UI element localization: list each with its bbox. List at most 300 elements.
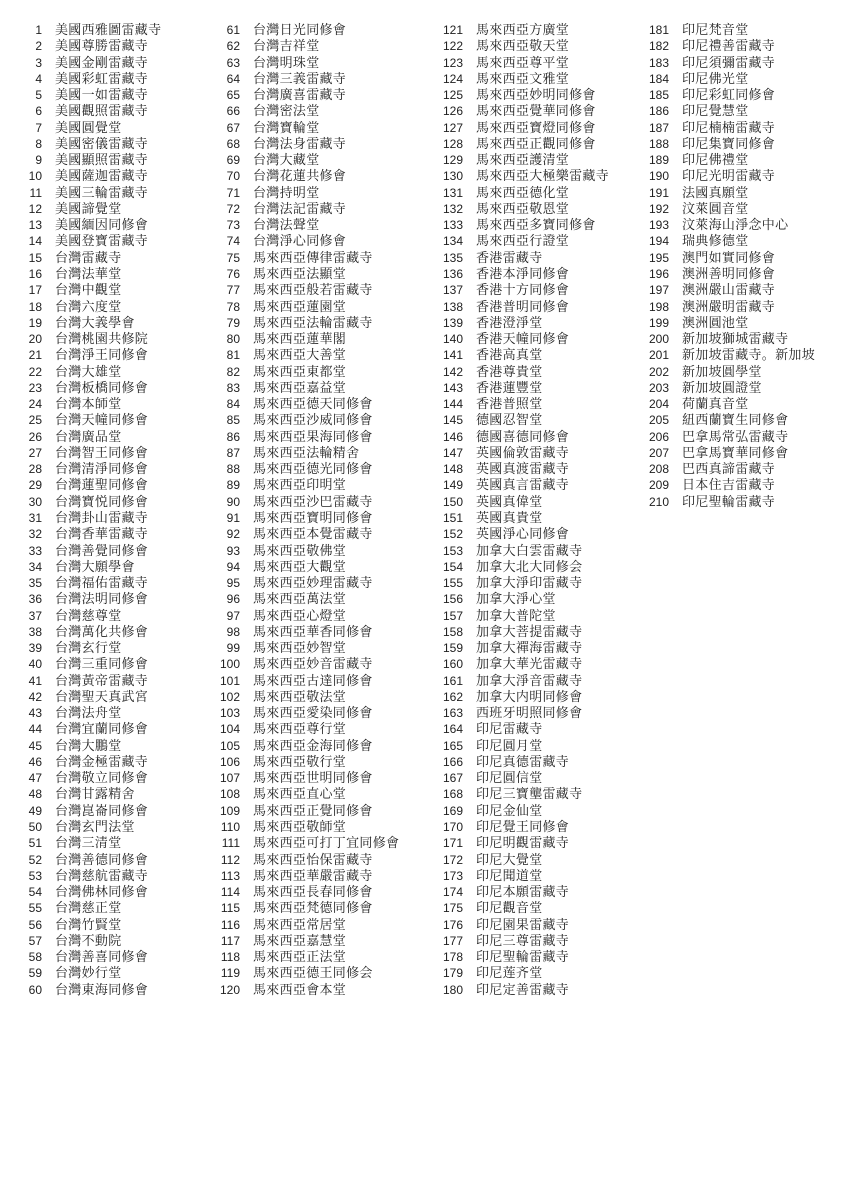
item-name: 巴西真諦雷藏寺 — [682, 461, 776, 477]
list-item — [16, 510, 161, 526]
item-name: 馬來西亞會本堂 — [253, 981, 347, 997]
list-item — [214, 803, 399, 819]
item-number: 150 — [442, 494, 463, 509]
item-name: 馬來西亞法輪精舍 — [253, 444, 360, 460]
list-item — [16, 852, 161, 868]
item-number: 85 — [226, 413, 240, 428]
item-name: 英國真貴堂 — [476, 509, 543, 525]
item-name: 台灣中觀堂 — [55, 282, 122, 298]
item-name: 香港十方同修會 — [476, 282, 570, 298]
list-item — [16, 38, 161, 54]
item-number: 182 — [648, 39, 669, 54]
item-number: 65 — [226, 88, 240, 103]
list-item — [16, 819, 161, 835]
list-item — [214, 819, 399, 835]
list-item — [437, 136, 609, 152]
list-item — [16, 461, 161, 477]
list-item — [214, 786, 399, 802]
item-number: 194 — [648, 234, 669, 249]
item-name: 台灣密法堂 — [253, 103, 320, 119]
list-item — [214, 38, 399, 54]
list-item — [437, 299, 609, 315]
item-number: 175 — [442, 901, 463, 916]
list-column-2 — [214, 22, 399, 998]
item-number: 186 — [648, 104, 669, 119]
item-number: 190 — [648, 169, 669, 184]
item-name: 香港雷藏寺 — [476, 249, 543, 265]
list-item — [437, 884, 609, 900]
item-number: 169 — [442, 803, 463, 818]
item-number: 133 — [442, 218, 463, 233]
item-number: 82 — [226, 364, 240, 379]
item-name: 台灣善德同修會 — [55, 851, 149, 867]
item-number: 206 — [648, 429, 669, 444]
item-number: 158 — [442, 624, 463, 639]
list-item — [214, 315, 399, 331]
list-item — [437, 266, 609, 282]
item-name: 印尼圓信堂 — [476, 770, 543, 786]
item-name: 馬來西亞敬行堂 — [253, 753, 347, 769]
list-item — [643, 412, 815, 428]
list-item — [16, 103, 161, 119]
list-item — [214, 510, 399, 526]
list-item — [16, 120, 161, 136]
item-number: 140 — [442, 332, 463, 347]
item-name: 馬來西亞敬師堂 — [253, 819, 347, 835]
list-item — [16, 884, 161, 900]
item-number: 46 — [28, 754, 42, 769]
item-number: 31 — [28, 510, 42, 525]
item-number: 69 — [226, 153, 240, 168]
item-name: 馬來西亞正法堂 — [253, 949, 347, 965]
item-name: 馬來西亞果海同修會 — [253, 428, 373, 444]
item-number: 162 — [442, 689, 463, 704]
list-item — [16, 835, 161, 851]
item-name: 台灣廣品堂 — [55, 428, 122, 444]
item-name: 馬來西亞尊平堂 — [476, 54, 570, 70]
item-number: 189 — [648, 153, 669, 168]
item-name: 美國密儀雷藏寺 — [55, 135, 149, 151]
item-name: 汶萊圓音堂 — [682, 200, 749, 216]
item-name: 台灣持明堂 — [253, 184, 320, 200]
item-name: 馬來西亞敬佛堂 — [253, 542, 347, 558]
item-number: 49 — [28, 803, 42, 818]
list-item — [16, 786, 161, 802]
item-name: 澳洲嚴山雷藏寺 — [682, 282, 776, 298]
item-number: 23 — [28, 380, 42, 395]
item-name: 印尼彩虹同修會 — [682, 87, 776, 103]
list-item — [214, 250, 399, 266]
item-number: 170 — [442, 820, 463, 835]
item-name: 印尼觀音堂 — [476, 900, 543, 916]
list-item — [437, 526, 609, 542]
list-item — [214, 624, 399, 640]
item-name: 日本住吉雷藏寺 — [682, 477, 776, 493]
item-name: 台灣法舟堂 — [55, 705, 122, 721]
item-number: 20 — [28, 332, 42, 347]
item-name: 紐西蘭寶生同修會 — [682, 412, 789, 428]
list-item — [16, 233, 161, 249]
list-item — [437, 835, 609, 851]
list-item — [437, 705, 609, 721]
item-name: 美國薩迦雷藏寺 — [55, 168, 149, 184]
item-number: 120 — [219, 982, 240, 997]
item-name: 馬來西亞蓮華閣 — [253, 331, 347, 347]
item-name: 台灣淨心同修會 — [253, 233, 347, 249]
item-name: 印尼集寶同修會 — [682, 135, 776, 151]
list-item — [16, 803, 161, 819]
item-number: 66 — [226, 104, 240, 119]
list-item — [643, 282, 815, 298]
list-item — [437, 152, 609, 168]
item-number: 127 — [442, 120, 463, 135]
item-name: 馬來西亞心燈堂 — [253, 607, 347, 623]
item-name: 美國觀照雷藏寺 — [55, 103, 149, 119]
item-name: 印尼楠楠雷藏寺 — [682, 119, 776, 135]
item-number: 26 — [28, 429, 42, 444]
item-number: 40 — [28, 657, 42, 672]
item-name: 馬來西亞敬天堂 — [476, 38, 570, 54]
item-name: 台灣日光同修會 — [253, 22, 347, 37]
item-name: 馬來西亞沙巴雷藏寺 — [253, 493, 373, 509]
item-number: 87 — [226, 445, 240, 460]
item-number: 163 — [442, 706, 463, 721]
list-item — [16, 982, 161, 998]
item-name: 巴拿馬寶華同修會 — [682, 444, 789, 460]
list-item — [16, 396, 161, 412]
item-number: 28 — [28, 462, 42, 477]
item-number: 67 — [226, 120, 240, 135]
item-number: 30 — [28, 494, 42, 509]
item-number: 113 — [220, 868, 240, 883]
item-number: 73 — [226, 218, 240, 233]
list-item — [214, 949, 399, 965]
item-number: 44 — [28, 722, 42, 737]
item-number: 60 — [28, 982, 42, 997]
item-number: 116 — [220, 917, 240, 932]
item-number: 145 — [442, 413, 463, 428]
item-name: 新加坡獅城雷藏寺 — [682, 331, 789, 347]
list-item — [16, 721, 161, 737]
item-name: 香港高真堂 — [476, 347, 543, 363]
item-name: 台灣玄門法堂 — [55, 819, 135, 835]
item-name: 印尼雷藏寺 — [476, 721, 543, 737]
item-name: 台灣崑崙同修會 — [55, 802, 149, 818]
item-number: 129 — [442, 153, 463, 168]
item-number: 27 — [28, 445, 42, 460]
list-item — [437, 120, 609, 136]
item-number: 25 — [28, 413, 42, 428]
item-name: 加拿大淨音雷藏寺 — [476, 672, 583, 688]
item-number: 18 — [28, 299, 42, 314]
item-number: 209 — [648, 478, 669, 493]
item-name: 馬來西亞長春同修會 — [253, 884, 373, 900]
item-name: 台灣竹賢堂 — [55, 916, 122, 932]
list-item — [643, 347, 815, 363]
item-name: 印尼三寶壟雷藏寺 — [476, 786, 583, 802]
item-name: 馬來西亞大觀堂 — [253, 558, 347, 574]
item-number: 132 — [442, 201, 463, 216]
item-name: 台灣金極雷藏寺 — [55, 753, 149, 769]
list-item — [437, 689, 609, 705]
item-number: 114 — [220, 885, 240, 900]
item-name: 台灣慈正堂 — [55, 900, 122, 916]
list-item — [437, 396, 609, 412]
item-name: 馬來西亞古達同修會 — [253, 672, 373, 688]
item-number: 131 — [442, 185, 463, 200]
list-item — [16, 185, 161, 201]
list-item — [16, 445, 161, 461]
list-item — [214, 477, 399, 493]
list-item — [214, 656, 399, 672]
list-item — [214, 22, 399, 38]
item-number: 147 — [442, 445, 463, 460]
list-item — [437, 217, 609, 233]
list-item — [16, 266, 161, 282]
list-item — [643, 315, 815, 331]
list-item — [16, 217, 161, 233]
item-number: 98 — [226, 624, 240, 639]
item-name: 台灣桃園共修院 — [55, 331, 149, 347]
list-item — [643, 217, 815, 233]
list-item — [16, 559, 161, 575]
list-item — [16, 152, 161, 168]
item-number: 165 — [442, 738, 463, 753]
list-item — [16, 494, 161, 510]
list-item — [437, 786, 609, 802]
item-number: 152 — [442, 527, 463, 542]
list-item — [16, 299, 161, 315]
item-number: 35 — [28, 576, 42, 591]
list-item — [214, 120, 399, 136]
item-number: 76 — [226, 266, 240, 281]
item-number: 134 — [442, 234, 463, 249]
item-name: 台灣大藏堂 — [253, 152, 320, 168]
item-name: 馬來西亞東都堂 — [253, 363, 347, 379]
item-name: 台灣智王同修會 — [55, 444, 149, 460]
item-name: 荷蘭真音堂 — [682, 396, 749, 412]
list-item — [16, 608, 161, 624]
list-item — [437, 982, 609, 998]
item-number: 11 — [29, 185, 42, 200]
item-number: 126 — [442, 104, 463, 119]
item-number: 41 — [28, 673, 42, 688]
item-number: 106 — [219, 754, 240, 769]
list-item — [437, 949, 609, 965]
item-number: 123 — [442, 55, 463, 70]
item-name: 台灣天幢同修會 — [55, 412, 149, 428]
item-name: 印尼覺慧堂 — [682, 103, 749, 119]
item-name: 香港尊貴堂 — [476, 363, 543, 379]
list-item — [214, 770, 399, 786]
list-item — [214, 136, 399, 152]
item-number: 45 — [28, 738, 42, 753]
item-name: 台灣法明同修會 — [55, 591, 149, 607]
list-item — [437, 868, 609, 884]
item-number: 201 — [648, 348, 669, 363]
item-number: 193 — [648, 218, 669, 233]
list-item — [643, 396, 815, 412]
item-name: 台灣香華雷藏寺 — [55, 526, 149, 542]
list-item — [214, 982, 399, 998]
list-item — [437, 185, 609, 201]
item-name: 澳門如實同修會 — [682, 249, 776, 265]
item-name: 印尼真德雷藏寺 — [476, 753, 570, 769]
list-item — [16, 917, 161, 933]
item-name: 台灣聖天真武宮 — [55, 688, 149, 704]
item-name: 馬來西亞般若雷藏寺 — [253, 282, 373, 298]
list-item — [214, 412, 399, 428]
item-name: 台灣本師堂 — [55, 396, 122, 412]
list-item — [437, 103, 609, 119]
item-number: 188 — [648, 136, 669, 151]
list-item — [437, 900, 609, 916]
item-number: 153 — [442, 543, 463, 558]
list-item — [643, 331, 815, 347]
item-number: 101 — [219, 673, 240, 688]
item-number: 92 — [226, 527, 240, 542]
list-item — [437, 803, 609, 819]
list-item — [214, 868, 399, 884]
item-name: 印尼佛光堂 — [682, 70, 749, 86]
item-number: 13 — [28, 218, 42, 233]
list-item — [16, 429, 161, 445]
item-name: 台灣甘露精舍 — [55, 786, 135, 802]
item-number: 200 — [648, 332, 669, 347]
item-number: 5 — [35, 88, 42, 103]
list-item — [437, 55, 609, 71]
list-item — [437, 575, 609, 591]
list-item — [214, 429, 399, 445]
list-item — [643, 461, 815, 477]
list-item — [16, 738, 161, 754]
list-item — [214, 331, 399, 347]
item-number: 161 — [442, 673, 463, 688]
item-name: 印尼園果雷藏寺 — [476, 916, 570, 932]
list-item — [214, 852, 399, 868]
item-name: 印尼定善雷藏寺 — [476, 981, 570, 997]
list-item — [643, 168, 815, 184]
item-name: 馬來西亞嘉慧堂 — [253, 932, 347, 948]
item-name: 台灣寶輪堂 — [253, 119, 320, 135]
item-name: 香港蓮豐堂 — [476, 379, 543, 395]
list-item — [643, 38, 815, 54]
item-name: 台灣明珠堂 — [253, 54, 320, 70]
item-name: 澳洲善明同修會 — [682, 265, 776, 281]
item-name: 澳洲嚴明雷藏寺 — [682, 298, 776, 314]
item-number: 2 — [35, 39, 42, 54]
item-number: 55 — [28, 901, 42, 916]
list-item — [16, 331, 161, 347]
item-number: 202 — [648, 364, 669, 379]
item-name: 台灣善覺同修會 — [55, 542, 149, 558]
list-item — [214, 575, 399, 591]
item-name: 英國倫敦雷藏寺 — [476, 444, 570, 460]
item-name: 印尼圓月堂 — [476, 737, 543, 753]
list-item — [643, 152, 815, 168]
item-number: 72 — [226, 201, 240, 216]
item-number: 207 — [648, 445, 669, 460]
item-name: 台灣蓮聖同修會 — [55, 477, 149, 493]
item-name: 台灣寶悦同修會 — [55, 493, 149, 509]
list-item — [437, 770, 609, 786]
item-name: 馬來西亞妙音雷藏寺 — [253, 656, 373, 672]
item-name: 台灣萬化共修會 — [55, 623, 149, 639]
list-item — [643, 299, 815, 315]
item-number: 59 — [28, 966, 42, 981]
item-name: 馬來西亞沙威同修會 — [253, 412, 373, 428]
item-name: 馬來西亞萬法堂 — [253, 591, 347, 607]
list-item — [214, 754, 399, 770]
item-number: 159 — [442, 641, 463, 656]
list-item — [214, 721, 399, 737]
item-number: 91 — [226, 510, 240, 525]
item-name: 加拿大華光雷藏寺 — [476, 656, 583, 672]
item-number: 210 — [648, 494, 669, 509]
list-item — [16, 575, 161, 591]
item-number: 109 — [219, 803, 240, 818]
item-name: 馬來西亞寶燈同修會 — [476, 119, 596, 135]
list-item — [214, 461, 399, 477]
list-item — [214, 217, 399, 233]
list-item — [214, 71, 399, 87]
list-item — [16, 136, 161, 152]
list-item — [437, 917, 609, 933]
item-name: 馬來西亞大善堂 — [253, 347, 347, 363]
item-number: 184 — [648, 71, 669, 86]
item-name: 台灣三重同修會 — [55, 656, 149, 672]
item-name: 印尼金仙堂 — [476, 802, 543, 818]
list-item — [16, 543, 161, 559]
item-name: 台灣妙行堂 — [55, 965, 122, 981]
item-number: 99 — [226, 641, 240, 656]
item-number: 15 — [28, 250, 42, 265]
item-number: 39 — [28, 641, 42, 656]
item-number: 204 — [648, 397, 669, 412]
item-name: 印尼聖輪雷藏寺 — [476, 949, 570, 965]
item-name: 台灣卦山雷藏寺 — [55, 509, 149, 525]
list-item — [214, 494, 399, 510]
item-name: 巴拿馬常弘雷藏寺 — [682, 428, 789, 444]
list-item — [16, 640, 161, 656]
item-name: 馬來西亞法顯堂 — [253, 265, 347, 281]
item-name: 台灣黃帝雷藏寺 — [55, 672, 149, 688]
item-name: 英國真言雷藏寺 — [476, 477, 570, 493]
item-number: 121 — [442, 23, 463, 37]
list-item — [16, 624, 161, 640]
item-number: 151 — [442, 510, 463, 525]
list-item — [214, 87, 399, 103]
list-item — [16, 949, 161, 965]
item-name: 加拿大白雲雷藏寺 — [476, 542, 583, 558]
item-name: 馬來西亞可打丁宜同修會 — [253, 835, 400, 851]
item-number: 75 — [226, 250, 240, 265]
item-name: 台灣佛林同修會 — [55, 884, 149, 900]
item-number: 119 — [220, 966, 240, 981]
list-item — [16, 87, 161, 103]
list-item — [643, 250, 815, 266]
item-name: 加拿大淨心堂 — [476, 591, 556, 607]
item-name: 台灣東海同修會 — [55, 981, 149, 997]
list-item — [214, 689, 399, 705]
item-number: 78 — [226, 299, 240, 314]
item-number: 128 — [442, 136, 463, 151]
list-item — [16, 364, 161, 380]
list-item — [214, 559, 399, 575]
item-number: 12 — [28, 201, 42, 216]
list-item — [214, 526, 399, 542]
list-item — [214, 543, 399, 559]
